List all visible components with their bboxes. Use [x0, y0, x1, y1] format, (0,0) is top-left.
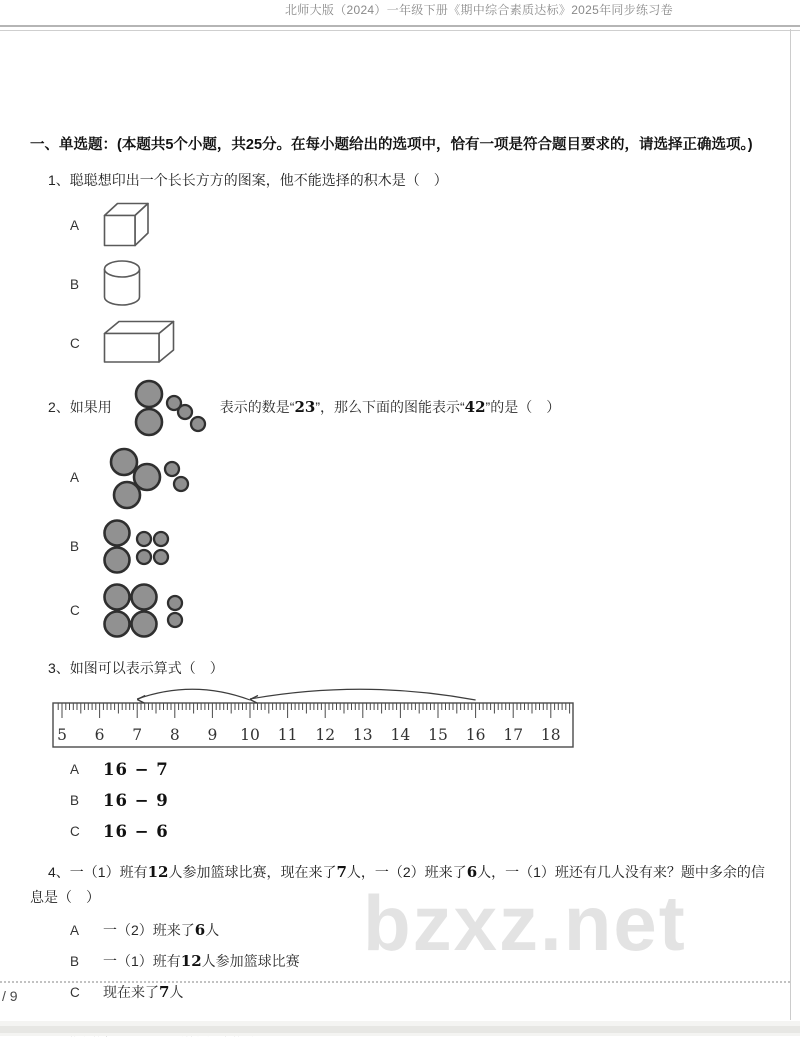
page-number: / 9: [2, 988, 18, 1004]
q4-option-b-text: 一（1）班有12人参加篮球比赛: [103, 952, 300, 971]
svg-text:7: 7: [132, 725, 143, 744]
q2-option-c: [70, 583, 772, 639]
q2-option-c-circles-image: [103, 583, 189, 639]
q3-option-c: [70, 819, 772, 845]
q2-option-a-circles-image: [103, 445, 193, 511]
svg-text:10: 10: [240, 725, 260, 744]
q2-option-a-label: A: [70, 470, 80, 486]
q2-option-b-circles-image: [103, 519, 175, 575]
q2-option-b-label: B: [70, 539, 80, 555]
q2-text-after: 表示的数是“23”，那么下面的图能表示“42”的是（ ）: [219, 398, 561, 417]
cube-shape-icon: [103, 202, 150, 250]
q2-option-c-label: C: [70, 603, 80, 619]
cylinder-shape-icon: [103, 259, 141, 310]
svg-text:12: 12: [315, 725, 336, 744]
question-4-text: 4、一（1）班有12人参加篮球比赛，现在来了7人，一（2）班来了6人，一（1）班还有几人没有来？题中多余的信息是（ ）: [30, 862, 765, 905]
question-2-text: [48, 379, 772, 437]
q3-option-b: [70, 788, 772, 814]
q4-option-a-text: 一（2）班来了6人: [103, 921, 220, 940]
svg-text:18: 18: [540, 725, 561, 744]
site-watermark: bzxz.net: [363, 879, 687, 967]
q3-option-a: [70, 757, 772, 783]
svg-text:11: 11: [277, 725, 298, 744]
ruler-image: [52, 683, 772, 752]
document-header-title: 北师大版（2024）一年级下册《期中综合素质达标》2025年同步练习卷: [285, 3, 673, 17]
svg-text:8: 8: [169, 725, 180, 744]
q3-option-b-expression: 16 − 9: [103, 791, 169, 811]
q3-option-c-expression: 16 − 6: [103, 822, 169, 842]
q1-option-a-label: A: [70, 218, 80, 234]
q4-option-c: [70, 982, 772, 1002]
q1-option-b-label: B: [70, 276, 80, 292]
svg-text:14: 14: [390, 725, 411, 744]
q3-option-a-label: A: [70, 762, 80, 778]
question-1-text: 1、聪聪想印出一个长长方方的图案，他不能选择的积木是（ ）: [48, 172, 448, 189]
viewer-bottom-bar: [0, 1026, 800, 1033]
section-title: 一、单选题：(本题共5个小题，共25分。在每小题给出的选项中，恰有一项是符合题目要求的，请选择正确选项。): [30, 137, 753, 153]
q1-option-a: [70, 202, 772, 250]
q2-option-a: [70, 445, 772, 511]
svg-text:6: 6: [94, 725, 105, 744]
q1-option-c-label: C: [70, 335, 80, 351]
svg-text:15: 15: [428, 725, 448, 744]
question-1-options: [70, 202, 772, 367]
page-right-border: [790, 29, 791, 1020]
q4-option-c-label: C: [70, 985, 80, 1001]
q3-option-c-label: C: [70, 824, 80, 840]
svg-text:13: 13: [352, 725, 373, 744]
q2-text-before: 2、如果用: [48, 399, 112, 416]
svg-text:5: 5: [57, 725, 67, 744]
page-break-dotted-line: [0, 981, 790, 983]
cuboid-shape-icon: [103, 320, 175, 367]
question-3-text: 3、如图可以表示算式（ ）: [48, 659, 224, 676]
q1-option-b: [70, 259, 772, 310]
q4-option-c-text: 现在来了7人: [103, 983, 184, 1002]
svg-text:9: 9: [207, 725, 218, 744]
question-3-options: [70, 757, 772, 845]
q2-option-b: [70, 519, 772, 575]
q4-option-b-label: B: [70, 954, 80, 970]
header-divider-line: [0, 25, 800, 31]
q3-option-b-label: B: [70, 793, 80, 809]
q2-prompt-circles-image: [120, 379, 212, 437]
svg-text:16: 16: [465, 725, 486, 744]
svg-text:17: 17: [503, 725, 524, 744]
q3-option-a-expression: 16 − 7: [103, 760, 169, 780]
question-2-options: [70, 445, 772, 639]
q1-option-c: [70, 320, 772, 367]
q4-option-a-label: A: [70, 923, 80, 939]
